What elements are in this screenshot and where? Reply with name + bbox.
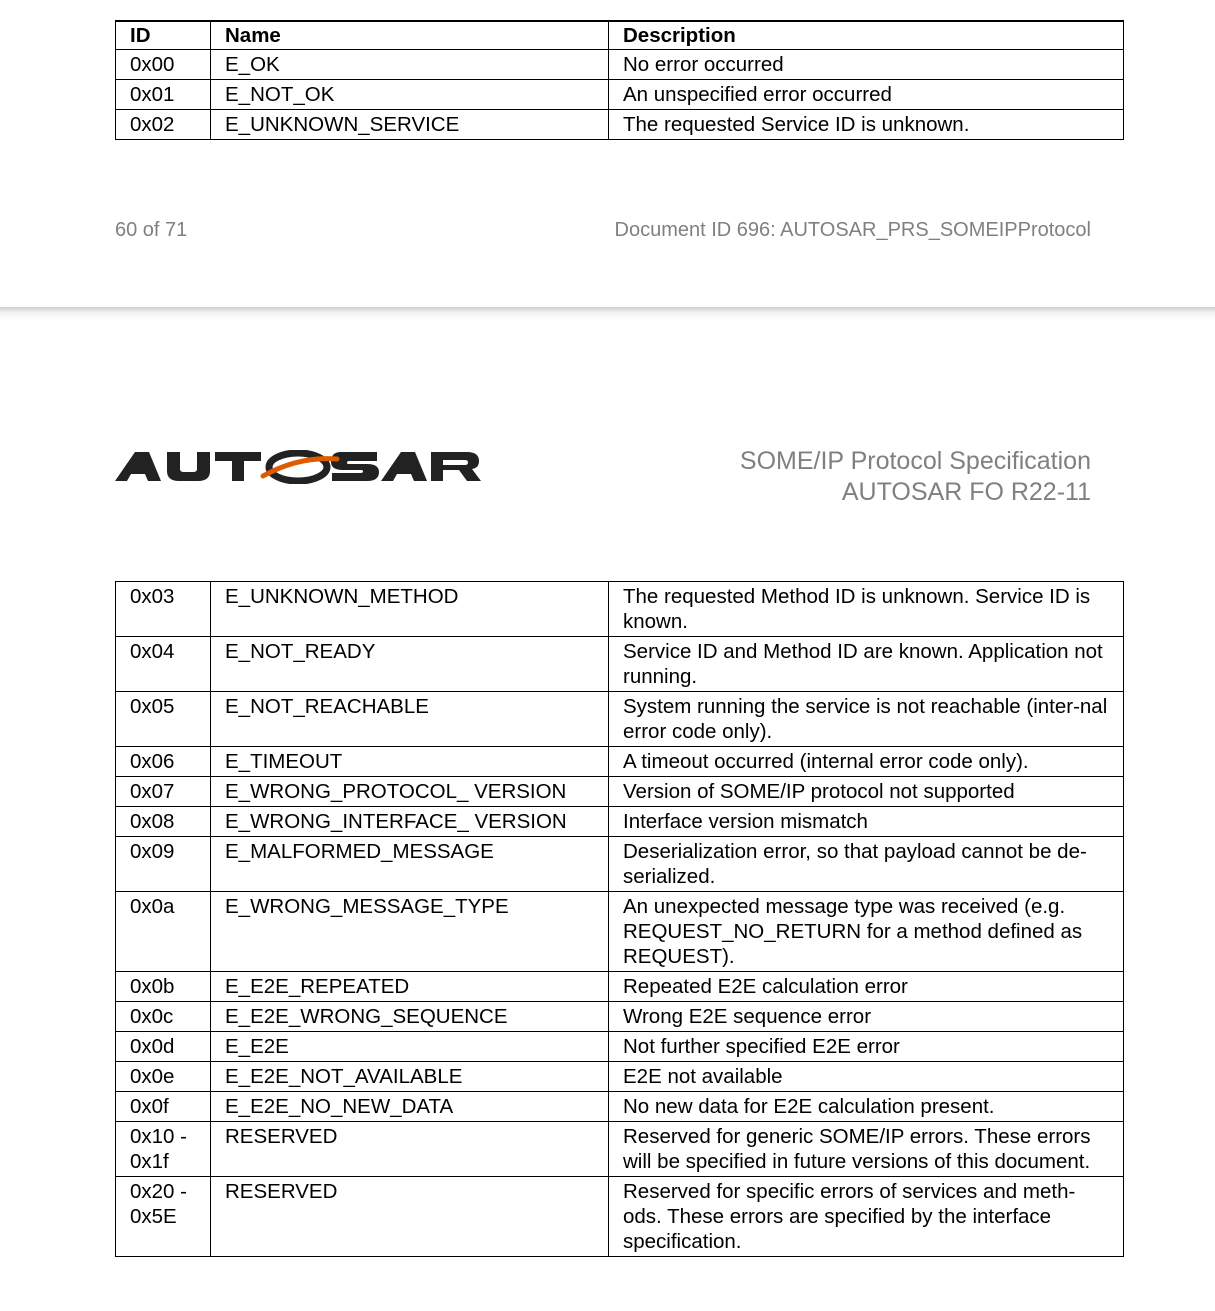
cell-description: Deserialization error, so that payload cannot be de-serialized.	[609, 837, 1124, 892]
table-row	[116, 80, 1124, 110]
cell-id: 0x06	[116, 747, 211, 777]
cell-name: RESERVED	[211, 1122, 609, 1177]
cell-name: E_E2E_NOT_AVAILABLE	[211, 1062, 609, 1092]
table-row	[116, 110, 1124, 140]
column-header-id: ID	[116, 21, 211, 50]
cell-id: 0x20 - 0x5E	[116, 1177, 211, 1257]
cell-name: E_MALFORMED_MESSAGE	[211, 837, 609, 892]
cell-name: E_E2E_NO_NEW_DATA	[211, 1092, 609, 1122]
cell-description: Repeated E2E calculation error	[609, 972, 1124, 1002]
cell-id: 0x09	[116, 837, 211, 892]
cell-description: An unexpected message type was received (e.g. REQUEST_NO_RETURN for a method defined as REQUEST).	[609, 892, 1124, 972]
document-id: Document ID 696: AUTOSAR_PRS_SOMEIPProtocol	[614, 219, 1091, 241]
cell-id: 0x0f	[116, 1092, 211, 1122]
table-row	[116, 837, 1124, 892]
page-number: 60 of 71	[115, 219, 188, 241]
cell-name: E_WRONG_INTERFACE_ VERSION	[211, 807, 609, 837]
column-header-description: Description	[609, 21, 1124, 50]
cell-description: Wrong E2E sequence error	[609, 1002, 1124, 1032]
cell-description: Version of SOME/IP protocol not supported	[609, 777, 1124, 807]
cell-name: RESERVED	[211, 1177, 609, 1257]
cell-description: The requested Method ID is unknown. Service ID is known.	[609, 582, 1124, 637]
cell-name: E_E2E_WRONG_SEQUENCE	[211, 1002, 609, 1032]
cell-name: E_NOT_READY	[211, 637, 609, 692]
table-row	[116, 747, 1124, 777]
cell-id: 0x00	[116, 50, 211, 80]
cell-description: System running the service is not reachable (inter-nal error code only).	[609, 692, 1124, 747]
error-codes-table-top	[115, 20, 1124, 140]
cell-description: No new data for E2E calculation present.	[609, 1092, 1124, 1122]
cell-description: No error occurred	[609, 50, 1124, 80]
table-row	[116, 50, 1124, 80]
cell-description: Service ID and Method ID are known. Application not running.	[609, 637, 1124, 692]
cell-id: 0x03	[116, 582, 211, 637]
cell-description: An unspecified error occurred	[609, 80, 1124, 110]
cell-name: E_OK	[211, 50, 609, 80]
table-row	[116, 1122, 1124, 1177]
table-row	[116, 1092, 1124, 1122]
cell-id: 0x07	[116, 777, 211, 807]
cell-name: E_NOT_OK	[211, 80, 609, 110]
table-row	[116, 972, 1124, 1002]
table-header-row	[116, 21, 1124, 50]
cell-description: A timeout occurred (internal error code only).	[609, 747, 1124, 777]
cell-name: E_NOT_REACHABLE	[211, 692, 609, 747]
cell-id: 0x0d	[116, 1032, 211, 1062]
release-label: AUTOSAR FO R22-11	[841, 478, 1091, 506]
autosar-logo	[115, 450, 483, 484]
table-row	[116, 582, 1124, 637]
cell-description: Reserved for specific errors of services and meth-ods. These errors are specified by the interface specification.	[609, 1177, 1124, 1257]
cell-description: Not further specified E2E error	[609, 1032, 1124, 1062]
cell-id: 0x0e	[116, 1062, 211, 1092]
cell-name: E_E2E_REPEATED	[211, 972, 609, 1002]
cell-description: The requested Service ID is unknown.	[609, 110, 1124, 140]
cell-name: E_TIMEOUT	[211, 747, 609, 777]
cell-name: E_UNKNOWN_METHOD	[211, 582, 609, 637]
cell-id: 0x02	[116, 110, 211, 140]
cell-name: E_WRONG_PROTOCOL_ VERSION	[211, 777, 609, 807]
cell-id: 0x08	[116, 807, 211, 837]
cell-id: 0x04	[116, 637, 211, 692]
cell-id: 0x0a	[116, 892, 211, 972]
cell-name: E_UNKNOWN_SERVICE	[211, 110, 609, 140]
cell-description: Interface version mismatch	[609, 807, 1124, 837]
table-row	[116, 1062, 1124, 1092]
table-row	[116, 692, 1124, 747]
cell-id: 0x0c	[116, 1002, 211, 1032]
cell-id: 0x05	[116, 692, 211, 747]
cell-id: 0x0b	[116, 972, 211, 1002]
table-row	[116, 807, 1124, 837]
table-row	[116, 892, 1124, 972]
cell-id: 0x10 - 0x1f	[116, 1122, 211, 1177]
table-row	[116, 1002, 1124, 1032]
table-row	[116, 777, 1124, 807]
page-separator	[0, 307, 1215, 321]
table-row	[116, 1177, 1124, 1257]
table-row	[116, 637, 1124, 692]
cell-description: E2E not available	[609, 1062, 1124, 1092]
cell-name: E_E2E	[211, 1032, 609, 1062]
cell-description: Reserved for generic SOME/IP errors. These errors will be specified in future versions of this document.	[609, 1122, 1124, 1177]
cell-id: 0x01	[116, 80, 211, 110]
column-header-name: Name	[211, 21, 609, 50]
cell-name: E_WRONG_MESSAGE_TYPE	[211, 892, 609, 972]
page-header	[740, 446, 1091, 508]
document-title: SOME/IP Protocol Specification	[739, 447, 1091, 475]
table-row	[116, 1032, 1124, 1062]
error-codes-table-bottom	[115, 581, 1124, 1257]
